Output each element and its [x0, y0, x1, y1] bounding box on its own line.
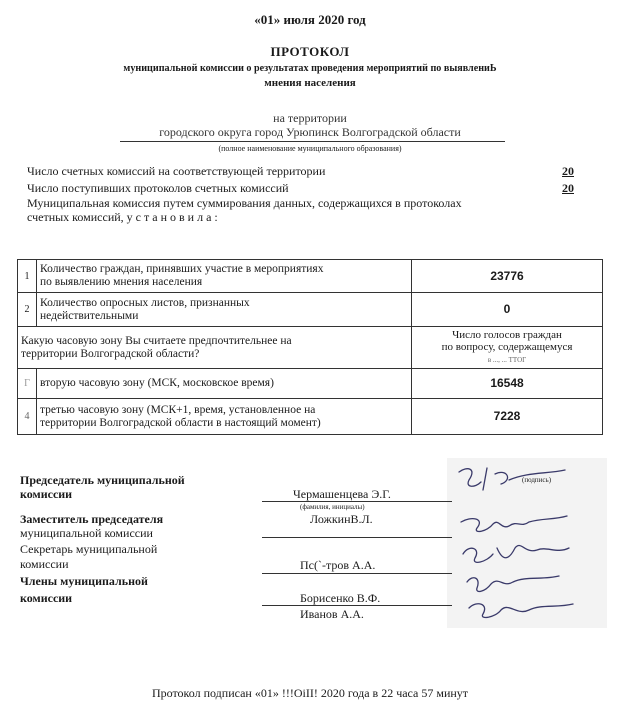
- row-value: 0: [412, 293, 603, 327]
- chair-title-line1: Председатель муниципальной: [20, 473, 185, 487]
- commissions-count-value: 20: [562, 164, 574, 178]
- row-index: 4: [18, 399, 37, 435]
- signature-caption: (подпись): [522, 476, 552, 484]
- votes-header-line3: в ..., ... ТТОГ: [487, 356, 527, 364]
- commissions-count-label: Число счетных комиссий на соответствующей территории: [27, 164, 326, 178]
- table-row: [18, 293, 603, 327]
- table-row: [18, 399, 603, 435]
- secretary-title-line2: комиссии: [20, 557, 69, 571]
- territory-name: городского округа город Урюпинск Волгоградской области: [159, 125, 461, 139]
- protocol-date: «01» июля 2020 год: [254, 12, 366, 27]
- row-label-line1: вторую часовую зону (МСК, московское время): [40, 377, 274, 389]
- protocols-count-label: Число поступивших протоколов счетных комиссий: [27, 181, 289, 195]
- row-label-line1: Количество граждан, принявших участие в мероприятиях: [40, 263, 324, 275]
- members-title-line2: комиссии: [20, 591, 73, 605]
- secretary-name-line: [262, 573, 452, 574]
- protocol-subtitle-line1: муниципальной комиссии о результатах проведения мероприятий по выявлениЬ: [123, 62, 497, 74]
- table-row: [18, 369, 603, 399]
- chair-name-line: [262, 501, 452, 502]
- name-caption: (фамилия, инициалы): [300, 503, 365, 511]
- votes-header-line2: по вопросу, содержащемуся: [441, 341, 573, 353]
- secretary-name: Пс(`-тров А.А.: [300, 558, 376, 572]
- votes-header-line1: Число голосов граждан: [452, 329, 562, 341]
- row-label: [37, 399, 412, 435]
- territory-caption: (полное наименование муниципального образования): [218, 144, 402, 153]
- secretary-title-line1: Секретарь муниципальной: [20, 542, 158, 556]
- established-line1: Муниципальная комиссия путем суммирования данных, содержащихся в протоколах: [27, 196, 462, 210]
- row-label-line2: по выявлению мнения населения: [40, 276, 203, 288]
- row-index: 1: [18, 260, 37, 293]
- chair-title-line2: комиссии: [20, 487, 73, 501]
- members-title-line1: Члены муниципальной: [20, 574, 148, 588]
- row-index: Г: [18, 369, 37, 399]
- row-label-line1: Количество опросных листов, признанных: [40, 296, 250, 309]
- row-value: 23776: [412, 260, 603, 293]
- row-label: [37, 260, 412, 293]
- row-label-line1: третью часовую зону (МСК+1, время, установленное на: [40, 403, 316, 416]
- row-label: [37, 369, 412, 399]
- protocol-title: ПРОТОКОЛ: [270, 44, 350, 59]
- deputy-title-line2: муниципальной комиссии: [20, 526, 153, 540]
- row-label-line2: недействительными: [40, 309, 139, 322]
- protocol-subtitle-line2: мнения населения: [264, 77, 356, 89]
- deputy-name: ЛожкинВ.Л.: [310, 512, 373, 526]
- question-line2: территории Волгоградской области?: [21, 347, 200, 360]
- deputy-name-line: [262, 537, 452, 538]
- established-line2: счетных комиссий, у с т а н о в и л а :: [27, 210, 218, 224]
- row-value: 7228: [412, 399, 603, 435]
- territory-underline: [120, 141, 505, 142]
- territory-prefix: на территории: [273, 111, 347, 125]
- row-index: 2: [18, 293, 37, 327]
- signature-scan-area: [447, 458, 607, 628]
- member2-name: Иванов А.А.: [300, 607, 364, 621]
- table-row: [18, 327, 603, 369]
- protocol-signed-footer: Протокол подписан «01» !!!ОiII! 2020 года в 22 часа 57 минут: [151, 686, 469, 700]
- deputy-title-line1: Заместитель председателя: [20, 512, 164, 526]
- results-table: [17, 259, 603, 435]
- question-cell: [18, 327, 412, 369]
- row-value: 16548: [412, 369, 603, 399]
- row-label: [37, 293, 412, 327]
- votes-header: [412, 327, 603, 369]
- protocols-count-value: 20: [562, 181, 574, 195]
- table-row: [18, 260, 603, 293]
- member1-name: Борисенко В.Ф.: [300, 591, 381, 605]
- row-label-line2: территории Волгоградской области в настоящий момент): [40, 416, 321, 429]
- question-line1: Какую часовую зону Вы считаете предпочтительнее на: [21, 334, 292, 347]
- chair-name: Чермашенцева Э.Г.: [293, 487, 391, 501]
- member1-name-line: [262, 605, 452, 606]
